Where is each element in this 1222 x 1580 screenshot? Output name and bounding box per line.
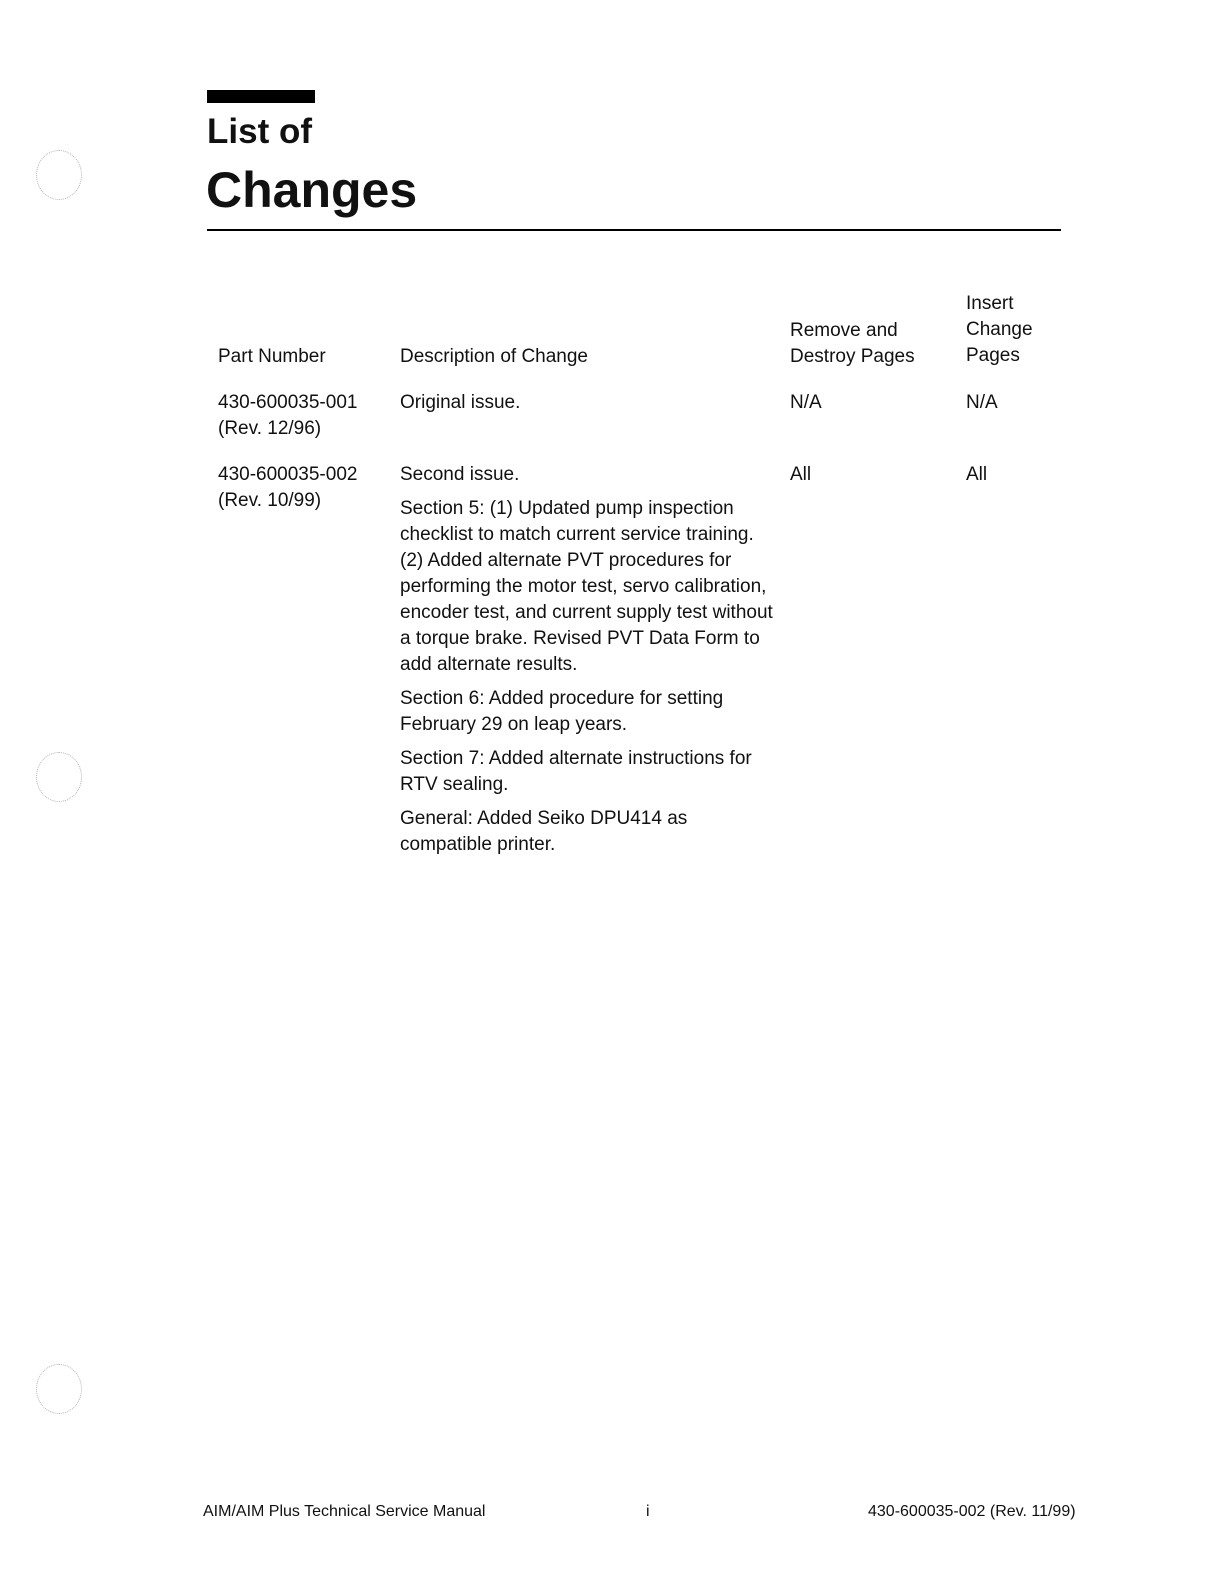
part-revision: (Rev. 10/99) [218, 490, 322, 511]
punch-hole [36, 150, 82, 200]
footer-page-number: i [646, 1503, 650, 1520]
punch-hole [36, 752, 82, 802]
header-remove-destroy [790, 318, 955, 370]
footer-manual-title: AIM/AIM Plus Technical Service Manual [203, 1503, 486, 1520]
description-paragraph: Section 7: Added alternate instructions for RTV sealing. [400, 748, 752, 795]
title-accent-bar [207, 90, 315, 103]
description-paragraph: Original issue. [400, 392, 521, 413]
table-row-part [218, 390, 383, 442]
part-revision: (Rev. 12/96) [218, 418, 322, 439]
part-number: 430-600035-002 [218, 464, 358, 485]
header-part-number: Part Number [218, 346, 326, 367]
footer-document-number: 430-600035-002 (Rev. 11/99) [868, 1503, 1076, 1520]
table-row-description [400, 462, 780, 866]
page-title-line2: Changes [206, 162, 418, 218]
remove-pages-value: N/A [790, 392, 822, 413]
table-row-description [400, 390, 780, 424]
description-paragraph: Section 5: (1) Updated pump inspection checklist to match current service training. (2) Added alternate PVT procedures for performing the motor test, servo calibration, encoder test, and current supply test without a torque brake. Revised PVT Data Form to add alternate results. [400, 498, 773, 675]
header-description: Description of Change [400, 346, 588, 367]
header-insert-change [966, 291, 1076, 369]
header-remove-line2: Destroy Pages [790, 346, 915, 367]
header-insert-line2: Change [966, 319, 1033, 340]
header-remove-line1: Remove and [790, 320, 898, 341]
punch-hole [36, 1364, 82, 1414]
part-number: 430-600035-001 [218, 392, 358, 413]
header-insert-line1: Insert [966, 293, 1014, 314]
table-row-part [218, 462, 383, 514]
title-divider [207, 229, 1061, 231]
page-title-line1: List of [207, 112, 312, 151]
description-paragraph: Section 6: Added procedure for setting February 29 on leap years. [400, 688, 724, 735]
insert-pages-value: N/A [966, 392, 998, 413]
description-paragraph: Second issue. [400, 464, 520, 485]
remove-pages-value: All [790, 464, 812, 485]
header-insert-line3: Pages [966, 345, 1020, 366]
insert-pages-value: All [966, 464, 988, 485]
description-paragraph: General: Added Seiko DPU414 as compatible printer. [400, 808, 688, 855]
